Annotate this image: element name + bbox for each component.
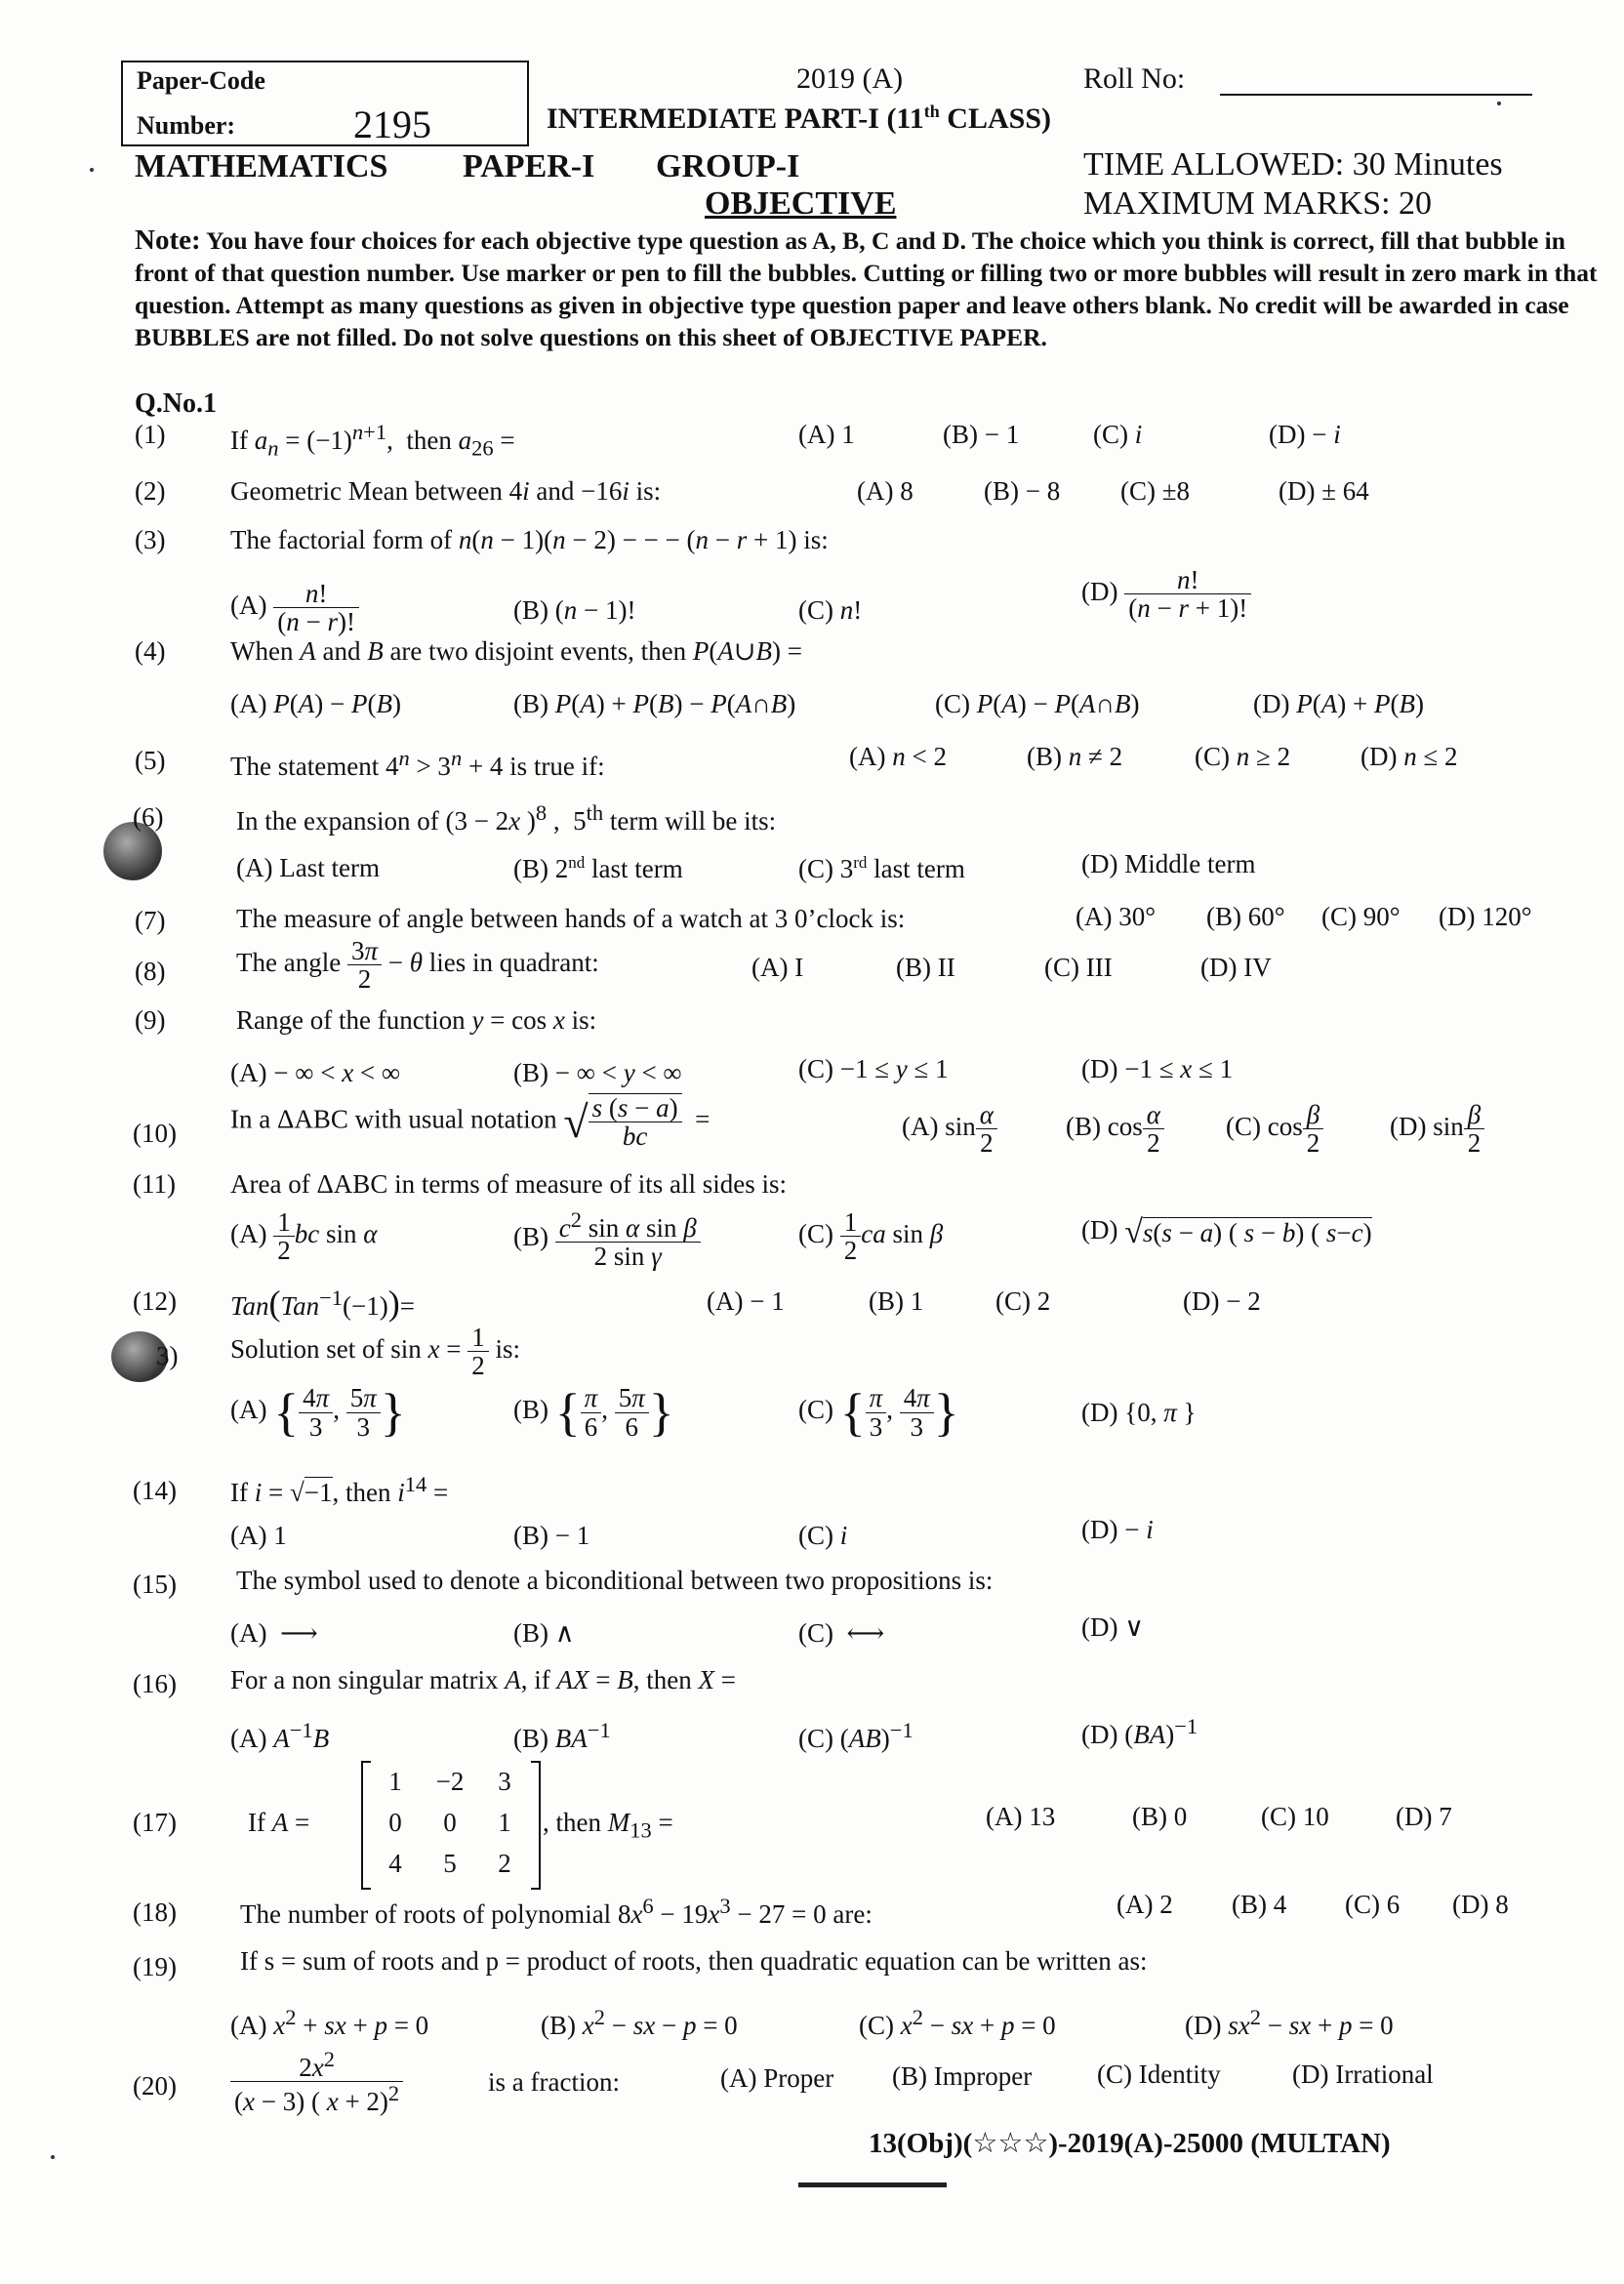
q20-fraction: $\frac{2x^2}{(x - 3) ( x + 2)^2}$ (230, 2048, 403, 2116)
q9-number: (9) (135, 1005, 166, 1035)
q17-option-d[interactable]: (D) 7 (1396, 1802, 1452, 1831)
q9-option-a[interactable]: (A) − ∞ < x < ∞ (230, 1058, 401, 1087)
q4-option-d[interactable]: (D) P(A) + P(B) (1253, 689, 1424, 718)
paper-number: 2195 (353, 102, 431, 146)
q10-text: In a ΔABC with usual notation √ $\frac{s (s - a)}{bc}$ = (230, 1093, 710, 1152)
q10-option-a[interactable]: (A) sin $\frac{\alpha}{2}$ (902, 1101, 997, 1158)
q15-option-b[interactable]: (B) ∧ (513, 1618, 575, 1648)
q4-option-c[interactable]: (C) P(A) − P(A∩B) (935, 689, 1140, 718)
q13-option-d[interactable]: (D) {0, π } (1081, 1398, 1197, 1427)
q11-number: (11) (133, 1169, 176, 1199)
q4-text: When A and B are two disjoint events, then P(A∪B) = (230, 636, 802, 666)
q1-text: If $a_n = (-1)^{n+1}$, then $a_{26}$ = (230, 420, 515, 461)
q5-option-c[interactable]: (C) n ≥ 2 (1195, 742, 1291, 771)
group-label: GROUP-I (656, 148, 800, 184)
q6-text: In the expansion of (3 − 2x )$^8$ , 5th term will be its: (236, 800, 777, 836)
q19-option-a[interactable]: (A) $x^2$ + sx + p = 0 (230, 2005, 429, 2040)
q2-option-c[interactable]: (C) ±8 (1120, 476, 1191, 506)
q7-option-c[interactable]: (C) 90° (1321, 902, 1401, 931)
star-icon: ☆☆☆ (972, 2128, 1049, 2159)
q6-option-c[interactable]: (C) 3rd last term (798, 853, 965, 883)
q7-number: (7) (135, 906, 166, 935)
q3-option-c[interactable]: (C) n! (798, 595, 863, 625)
q15-text: The symbol used to denote a biconditional between two propositions is: (236, 1566, 994, 1595)
matrix-cell: 3 (498, 1767, 511, 1796)
q11-option-c[interactable]: (C) $\frac{1}{2}$ ca sin β (798, 1207, 944, 1266)
q18-text: The number of roots of polynomial $8x^6 - 19x^3 - 27 = 0$ are: (240, 1894, 873, 1929)
q14-number: (14) (133, 1476, 177, 1505)
q1-option-b[interactable]: (B) − 1 (943, 420, 1020, 449)
q11-option-a[interactable]: (A) $\frac{1}{2}$ bc sin α (230, 1207, 378, 1266)
q17-option-a[interactable]: (A) 13 (986, 1802, 1056, 1831)
q20-option-a[interactable]: (A) Proper (720, 2063, 834, 2093)
roll-line (1220, 94, 1532, 96)
q10-option-c[interactable]: (C) cos $\frac{\beta}{2}$ (1226, 1101, 1323, 1158)
q10-option-b[interactable]: (B) cos $\frac{\alpha}{2}$ (1066, 1101, 1164, 1158)
q20-option-c[interactable]: (C) Identity (1097, 2060, 1221, 2089)
speck (1497, 102, 1501, 105)
q11-text: Area of ΔABC in terms of measure of its all sides is: (230, 1169, 788, 1199)
q5-option-a[interactable]: (A) n < 2 (849, 742, 947, 771)
matrix-cell: −2 (435, 1767, 465, 1796)
q20-option-d[interactable]: (D) Irrational (1292, 2060, 1434, 2089)
footer-underline (798, 2182, 947, 2187)
q7-option-a[interactable]: (A) 30° (1076, 902, 1157, 931)
q5-number: (5) (135, 746, 166, 775)
q6-option-b[interactable]: (B) 2nd last term (513, 853, 683, 883)
paper-label: PAPER-I (463, 148, 595, 184)
speck (90, 168, 94, 172)
matrix-cell: 1 (498, 1808, 511, 1837)
session: 2019 (A) (796, 62, 904, 95)
q13-number: 3) (156, 1341, 179, 1370)
q19-number: (19) (133, 1952, 177, 1981)
time-allowed: TIME ALLOWED: 30 Minutes (1083, 146, 1503, 183)
q5-option-b[interactable]: (B) n ≠ 2 (1027, 742, 1123, 771)
q16-text: For a non singular matrix A, if AX = B, then X = (230, 1665, 736, 1694)
paper-code-box (121, 61, 529, 146)
number-label: Number: (137, 111, 236, 140)
q8-option-d[interactable]: (D) IV (1200, 953, 1272, 982)
q19-text: If s = sum of roots and p = product of roots, then quadratic equation can be written as: (240, 1946, 1148, 1976)
q15-number: (15) (133, 1570, 177, 1599)
q19-option-b[interactable]: (B) $x^2$ − sx − p = 0 (541, 2005, 738, 2040)
q15-option-c[interactable]: (C) ⟷ (798, 1618, 885, 1648)
roll-label: Roll No: (1083, 62, 1186, 95)
q5-option-d[interactable]: (D) n ≤ 2 (1360, 742, 1458, 771)
section-label: OBJECTIVE (705, 185, 897, 222)
paper-code-label: Paper-Code (137, 66, 265, 95)
q9-option-b[interactable]: (B) − ∞ < y < ∞ (513, 1058, 682, 1087)
q19-option-d[interactable]: (D) $sx^2$ − sx + p = 0 (1185, 2005, 1394, 2040)
q4-option-a[interactable]: (A) P(A) − P(B) (230, 689, 401, 718)
q14-option-a[interactable]: (A) 1 (230, 1521, 287, 1550)
q2-text: Geometric Mean between 4i and −16i is: (230, 476, 662, 506)
q3-text: The factorial form of n(n − 1)(n − 2) − − − (n − r + 1) is: (230, 525, 829, 554)
title: INTERMEDIATE PART-I (11th CLASS) (547, 102, 1051, 135)
q12-option-b[interactable]: (B) 1 (869, 1286, 924, 1316)
matrix-a (361, 1763, 541, 1888)
instructions-note: Note: You have four choices for each objective type question as A, B, C and D. The choice which you think is correct, fill that bubble in front of that question number. Use marker or pen to fill the bubbles. Cutting or filling two or more bubbles will result in zero mark in that question. Attempt as many questions as given in objective type question paper and leave others blank. No credit will be awarded in case BUBBLES are not filled. Do not solve questions on this sheet of OBJECTIVE PAPER. (135, 224, 1598, 351)
q14-text: If i = √−1, then $i^{14}$ = (230, 1472, 449, 1507)
q13-text: Solution set of sin x = $\frac{1}{2}$ is: (230, 1323, 521, 1381)
q1-option-a[interactable]: (A) 1 (798, 420, 855, 449)
matrix-cell: 2 (498, 1849, 511, 1878)
q17-option-c[interactable]: (C) 10 (1261, 1802, 1329, 1831)
q17-text-end: , then $M_{13}$ = (543, 1808, 673, 1843)
q17-text-start: If A = (248, 1808, 310, 1837)
q13-option-a[interactable]: (A) { $\frac{4\pi}{3}$ , $\frac{5\pi}{3}$ } (230, 1383, 406, 1442)
q16-option-c[interactable]: (C) (AB)$^{-1}$ (798, 1718, 914, 1753)
q10-number: (10) (133, 1119, 177, 1148)
q18-option-b[interactable]: (B) 4 (1232, 1890, 1287, 1919)
q7-text: The measure of angle between hands of a watch at 3 0’clock is: (236, 904, 906, 933)
q1-option-d[interactable]: (D) − i (1269, 420, 1341, 449)
q2-option-a[interactable]: (A) 8 (857, 476, 914, 506)
q2-option-b[interactable]: (B) − 8 (984, 476, 1061, 506)
q8-option-c[interactable]: (C) III (1044, 953, 1113, 982)
q4-number: (4) (135, 636, 166, 666)
q20-option-b[interactable]: (B) Improper (892, 2061, 1033, 2091)
q4-option-b[interactable]: (B) P(A) + P(B) − P(A∩B) (513, 689, 796, 718)
q18-option-c[interactable]: (C) 6 (1345, 1890, 1401, 1919)
q6-number: (6) (133, 802, 164, 832)
q18-option-d[interactable]: (D) 8 (1452, 1890, 1509, 1919)
matrix-cell: 1 (388, 1767, 402, 1796)
matrix-cell: 5 (443, 1849, 457, 1878)
q1-option-c[interactable]: (C) i (1093, 420, 1143, 449)
q12-option-d[interactable]: (D) − 2 (1183, 1286, 1261, 1316)
matrix-cell: 0 (388, 1808, 402, 1837)
q3-number: (3) (135, 525, 166, 554)
q7-option-b[interactable]: (B) 60° (1206, 902, 1285, 931)
q9-text: Range of the function y = cos x is: (236, 1005, 597, 1035)
q16-option-b[interactable]: (B) $BA^{-1}$ (513, 1718, 611, 1753)
q12-option-c[interactable]: (C) 2 (995, 1286, 1051, 1316)
footer-code: 13(Obj)(☆☆☆)-2019(A)-25000 (MULTAN) (869, 2128, 1391, 2159)
q17-number: (17) (133, 1808, 177, 1837)
q8-number: (8) (135, 957, 166, 986)
q2-number: (2) (135, 476, 166, 506)
q12-text: Tan(Tan$^{-1}$(−1))= (230, 1284, 415, 1323)
subject: MATHEMATICS (135, 148, 388, 184)
speck (51, 2155, 55, 2159)
q11-option-b[interactable]: (B) $\frac{c^2 \sin \alpha \sin \beta}{\text{2 sin γ}}$ (513, 1208, 701, 1271)
q14-option-c[interactable]: (C) i (798, 1521, 848, 1550)
q8-option-a[interactable]: (A) I (751, 953, 804, 982)
q5-text: The statement $4^n > 3^n + 4$ is true if: (230, 746, 605, 781)
q8-text: The angle $\frac{3\pi}{2}$ − θ lies in quadrant: (236, 936, 599, 995)
q19-option-c[interactable]: (C) $x^2$ − sx + p = 0 (859, 2005, 1056, 2040)
q12-number: (12) (133, 1286, 177, 1316)
q17-option-b[interactable]: (B) 0 (1132, 1802, 1188, 1831)
q2-option-d[interactable]: (D) ± 64 (1279, 476, 1369, 506)
q9-option-d[interactable]: (D) −1 ≤ x ≤ 1 (1081, 1054, 1234, 1083)
q8-option-b[interactable]: (B) II (896, 953, 955, 982)
q12-option-a[interactable]: (A) − 1 (707, 1286, 785, 1316)
q6-option-d[interactable]: (D) Middle term (1081, 849, 1256, 878)
q16-option-d[interactable]: (D) (BA)$^{-1}$ (1081, 1714, 1198, 1749)
q18-option-a[interactable]: (A) 2 (1116, 1890, 1173, 1919)
q11-option-d[interactable]: (D) √s(s − a) ( s − b) ( s−c) (1081, 1214, 1372, 1250)
q14-option-d[interactable]: (D) − i (1081, 1515, 1154, 1544)
q9-option-c[interactable]: (C) −1 ≤ y ≤ 1 (798, 1054, 949, 1083)
q20-number: (20) (133, 2071, 177, 2100)
q10-option-d[interactable]: (D) sin $\frac{\beta}{2}$ (1390, 1101, 1484, 1158)
q6-option-a[interactable]: (A) Last term (236, 853, 380, 882)
q14-option-b[interactable]: (B) − 1 (513, 1521, 590, 1550)
q18-number: (18) (133, 1897, 177, 1927)
q3-option-b[interactable]: (B) (n − 1)! (513, 595, 636, 625)
matrix-cell: 4 (388, 1849, 402, 1878)
q3-option-d[interactable]: (D) $\frac{n!}{(n - r + 1)!}$ (1081, 566, 1251, 623)
q1-number: (1) (135, 420, 166, 449)
q15-option-d[interactable]: (D) ∨ (1081, 1612, 1144, 1642)
q20-text: is a fraction: (488, 2067, 620, 2097)
q7-option-d[interactable]: (D) 120° (1439, 902, 1532, 931)
question-number-label: Q.No.1 (135, 388, 217, 419)
q13-option-c[interactable]: (C) { $\frac{\pi}{3}$ , $\frac{4\pi}{3}$ } (798, 1383, 959, 1442)
q16-option-a[interactable]: (A) $A^{-1}B$ (230, 1718, 330, 1753)
q15-option-a[interactable]: (A) ⟶ (230, 1618, 318, 1648)
max-marks: MAXIMUM MARKS: 20 (1083, 185, 1433, 222)
q13-option-b[interactable]: (B) { $\frac{\pi}{6}$ , $\frac{5\pi}{6}$ } (513, 1383, 674, 1442)
matrix-cell: 0 (443, 1808, 457, 1837)
q16-number: (16) (133, 1669, 177, 1698)
q3-option-a[interactable]: (A) $\frac{n!}{(n - r)!}$ (230, 580, 359, 636)
